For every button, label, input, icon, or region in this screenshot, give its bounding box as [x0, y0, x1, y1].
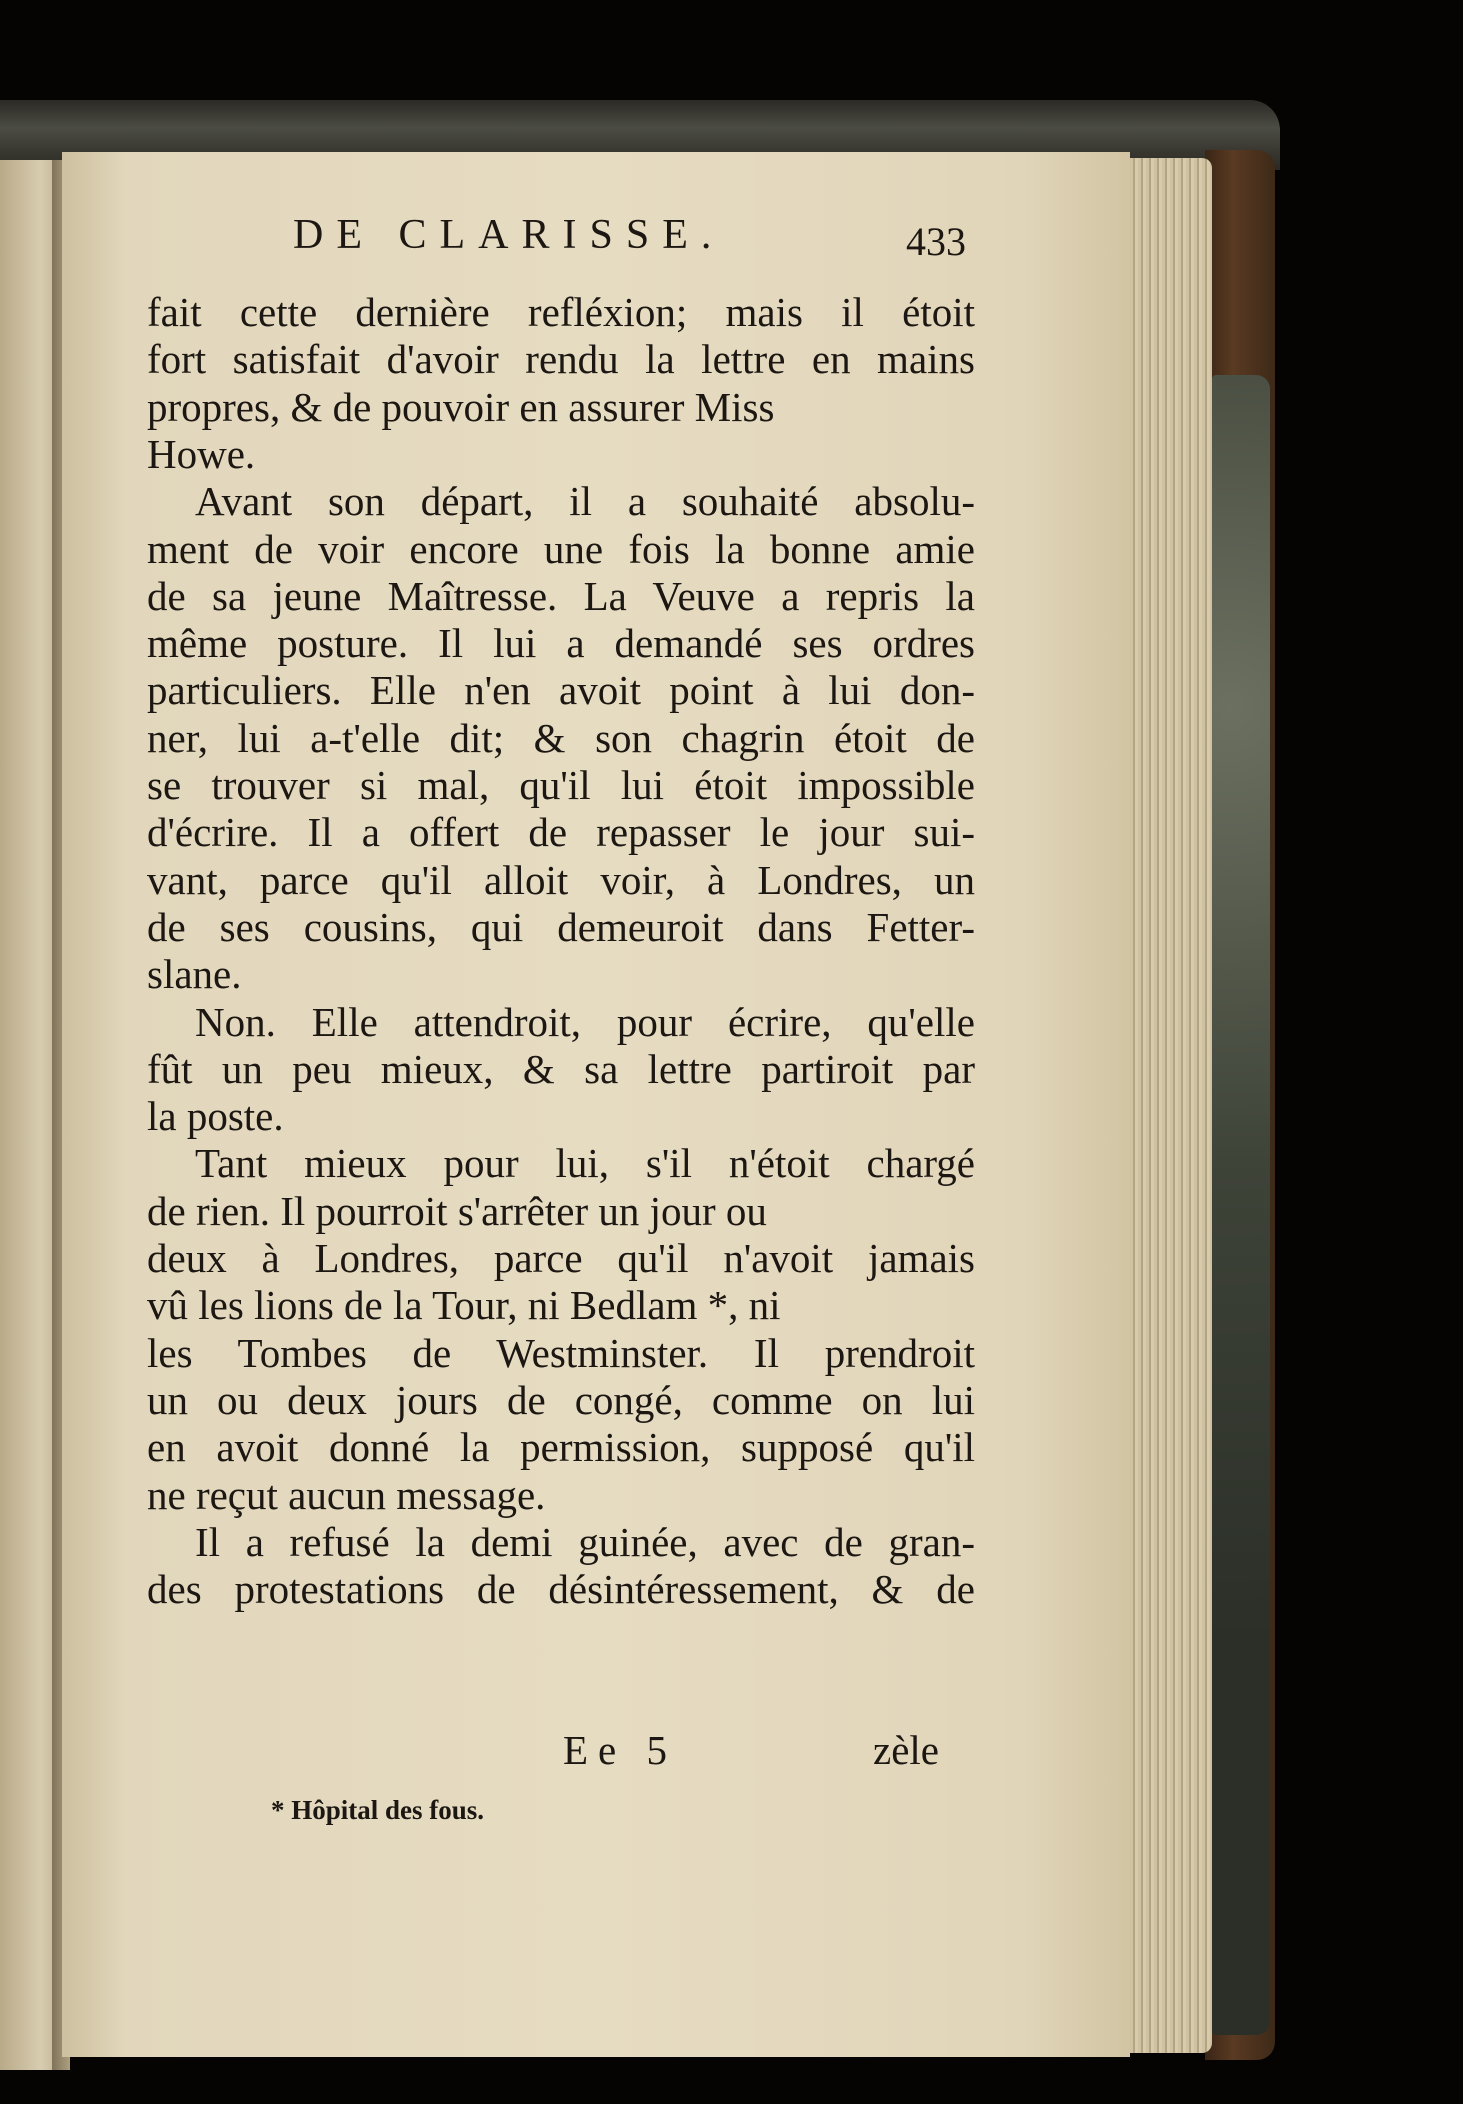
- body-line: des protestations de désintéressement, & de: [147, 1566, 975, 1612]
- body-line: les Tombes de Westminster. Il prendroit: [147, 1330, 975, 1376]
- body-line: deux à Londres, parce qu'il n'avoit jamais: [147, 1235, 975, 1281]
- body-line: propres, & de pouvoir en assurer Miss: [147, 384, 775, 430]
- body-line: vû les lions de la Tour, ni Bedlam *, ni: [147, 1282, 781, 1328]
- body-line: fort satisfait d'avoir rendu la lettre en mains: [147, 336, 975, 382]
- body-line: un ou deux jours de congé, comme on lui: [147, 1377, 975, 1423]
- body-line: de rien. Il pourroit s'arrêter un jour ou: [147, 1188, 767, 1234]
- body-line: se trouver si mal, qu'il lui étoit impossible: [147, 762, 975, 808]
- body-line: Non. Elle attendroit, pour écrire, qu'elle: [195, 999, 975, 1045]
- body-line: la poste.: [147, 1093, 284, 1139]
- body-line: ment de voir encore une fois la bonne amie: [147, 526, 975, 572]
- body-line: fait cette dernière refléxion; mais il étoit: [147, 289, 975, 335]
- body-line: de ses cousins, qui demeuroit dans Fetter-: [147, 904, 975, 950]
- body-line: Howe.: [147, 431, 256, 477]
- signature-mark: Ee 5: [563, 1727, 677, 1773]
- catchword: zèle: [873, 1727, 939, 1773]
- body-line: en avoit donné la permission, supposé qu'il: [147, 1424, 975, 1470]
- marbled-board: [1212, 375, 1270, 2035]
- body-line: fût un peu mieux, & sa lettre partiroit par: [147, 1046, 975, 1092]
- body-line: ner, lui a-t'elle dit; & son chagrin étoit de: [147, 715, 975, 761]
- body-line: ne reçut aucun message.: [147, 1472, 546, 1518]
- page-block-edges: [1122, 158, 1212, 2053]
- body-line: d'écrire. Il a offert de repasser le jour sui-: [147, 809, 975, 855]
- body-line: même posture. Il lui a demandé ses ordres: [147, 620, 975, 666]
- body-line: particuliers. Elle n'en avoit point à lui don-: [147, 667, 975, 713]
- body-line: vant, parce qu'il alloit voir, à Londres, un: [147, 857, 975, 903]
- page-number: 433: [906, 219, 966, 264]
- facing-page-edge: [0, 160, 58, 2070]
- body-line: slane.: [147, 951, 242, 997]
- body-line: Avant son départ, il a souhaité absolu-: [195, 478, 975, 524]
- body-line: de sa jeune Maîtresse. La Veuve a repris la: [147, 573, 975, 619]
- body-line: Tant mieux pour lui, s'il n'étoit chargé: [195, 1140, 975, 1186]
- running-head: DE CLARISSE.: [293, 212, 725, 258]
- body-line: Il a refusé la demi guinée, avec de gran-: [195, 1519, 975, 1565]
- footnote: * Hôpital des fous.: [271, 1795, 485, 1825]
